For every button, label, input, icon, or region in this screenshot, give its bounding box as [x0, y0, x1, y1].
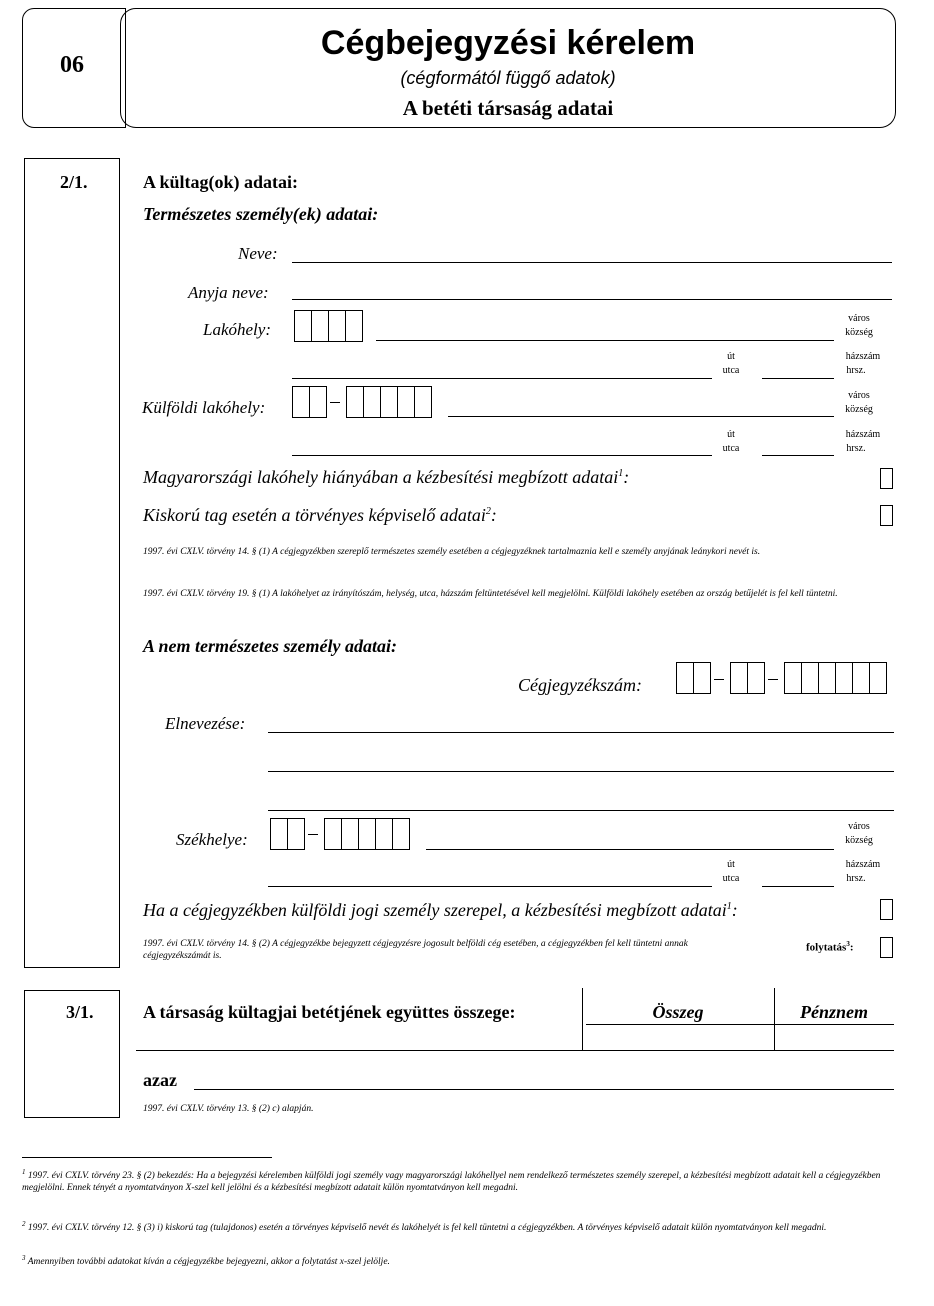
- foreign-legal-checkbox[interactable]: [880, 899, 893, 920]
- addr-city-label: város: [848, 821, 870, 832]
- footnote-2: [22, 1218, 894, 1234]
- name-field[interactable]: [292, 262, 892, 263]
- addr-hazszam-label: házszám: [845, 859, 881, 870]
- minor-checkbox[interactable]: [880, 505, 893, 526]
- footnote-3: [22, 1252, 894, 1268]
- minor-label: Kiskorú tag esetén a törvényes képviselő adatai: [143, 505, 486, 525]
- addr-village-label: község: [845, 404, 873, 415]
- legal-name-field-3[interactable]: [268, 810, 894, 811]
- legal-note-2: 1997. évi CXLV. törvény 19. § (1) A lakóhelyet az irányítószám, helység, utca, házszám feltüntetésével kell megjelölni. Külföldi lakóhely esetében az ország betűjelét is fel kell tüntetni.: [143, 589, 838, 599]
- seat-label: Székhelye:: [176, 830, 248, 849]
- footnote-1-text: 1997. évi CXLV. törvény 23. § (2) bekezdés: Ha a bejegyzési kérelemben külföldi jogi személy vagy magyarországi lakóhellyel nem rendelkező természetes személy szerepel, a kézbesítési megbízott adatait kell a cégjegyzékben megjelölni. Ennek tényét a nyomtatványon X-szel kell jelölni és a kézbesítési megbízott adatait külön nyomtatványon kell megadni.: [22, 1171, 881, 1194]
- addr-village-label: község: [845, 327, 873, 338]
- foreign-legal-label: Ha a cégjegyzékben külföldi jogi személy szerepel, a kézbesítési megbízott adatai: [143, 900, 727, 920]
- foreign-city-field[interactable]: [448, 416, 834, 417]
- minor-text: Kiskorú tag esetén a törvényes képviselő adatai$^2$:: [143, 505, 497, 525]
- section-2-1-number: 2/1.: [60, 172, 88, 192]
- addr-city-label: város: [848, 313, 870, 324]
- legal-note-1: 1997. évi CXLV. törvény 14. § (1) A cégjegyzékben szereplő természetes személy esetében a cégjegyzéknek tartalmaznia kell e személy anyjának leánykori nevét is.: [143, 547, 761, 557]
- footnote-mark: 1: [22, 1168, 26, 1176]
- dash: [714, 679, 724, 680]
- reg-number-label: Cégjegyzékszám:: [518, 675, 642, 695]
- postcode-boxes[interactable]: [294, 310, 363, 342]
- header-rule: [586, 1024, 894, 1025]
- section-title: A betéti társaság adatai: [402, 96, 614, 120]
- delivery-agent-checkbox[interactable]: [880, 468, 893, 489]
- amount-in-words-field[interactable]: [194, 1089, 894, 1090]
- addr-utca-label: utca: [722, 365, 740, 376]
- footnote-ref: 2: [485, 506, 491, 517]
- seat-city-field[interactable]: [426, 849, 834, 850]
- footnote-separator: [22, 1157, 272, 1158]
- legal-name-field-1[interactable]: [268, 732, 894, 733]
- seat-country-boxes[interactable]: [270, 818, 305, 850]
- footnote-1: [22, 1166, 894, 1194]
- page-subtitle: (cégformától függő adatok): [400, 68, 616, 88]
- page-title: Cégbejegyzési kérelem: [320, 24, 696, 62]
- addr-ut-label: út: [727, 429, 735, 440]
- section-2-1-heading: A kültag(ok) adatai:: [143, 172, 299, 192]
- currency-column-header: Pénznem: [799, 1002, 868, 1022]
- footnote-ref: 3: [846, 940, 850, 948]
- addr-hazszam-label: házszám: [845, 351, 881, 362]
- seat-number-field[interactable]: [762, 886, 834, 887]
- addr-hrsz-label: hrsz.: [846, 873, 866, 884]
- amount-field[interactable]: [136, 1050, 894, 1051]
- seat-postcode-boxes[interactable]: [324, 818, 410, 850]
- foreign-street-field[interactable]: [292, 455, 712, 456]
- section-3-1-heading: A társaság kültagjai betétjének együttes összege:: [143, 1002, 516, 1022]
- dash: [768, 679, 778, 680]
- natural-person-heading: Természetes személy(ek) adatai:: [143, 204, 379, 224]
- addr-hrsz-label: hrsz.: [846, 443, 866, 454]
- legal-person-heading: A nem természetes személy adatai:: [143, 636, 397, 656]
- addr-hazszam-label: házszám: [845, 429, 881, 440]
- legal-note-3: 1997. évi CXLV. törvény 14. § (2) A cégjegyzékbe bejegyzett cégjegyzésre jogosult belföldi cég esetében, a cégjegyzékben fel kell tüntetni annak cégjegyzékszámát is.: [143, 939, 688, 961]
- delivery-agent-text: Magyarországi lakóhely hiányában a kézbesítési megbízott adatai$^1$:: [143, 467, 630, 487]
- legal-name-field-2[interactable]: [268, 771, 894, 772]
- addr-hrsz-label: hrsz.: [846, 365, 866, 376]
- foreign-legal-text: Ha a cégjegyzékben külföldi jogi személy szerepel, a kézbesítési megbízott adatai$^1$:: [143, 900, 738, 920]
- country-code-boxes[interactable]: [292, 386, 327, 418]
- continuation-text: folytatás: [806, 941, 847, 954]
- addr-utca-label: utca: [722, 443, 740, 454]
- azaz-label: azaz: [143, 1070, 177, 1090]
- footnote-mark: 2: [22, 1220, 26, 1228]
- dash: [330, 402, 340, 403]
- seat-street-field[interactable]: [268, 886, 712, 887]
- section-2-1-number-box: [24, 158, 120, 968]
- section-3-1-note: 1997. évi CXLV. törvény 13. § (2) c) alapján.: [143, 1104, 314, 1114]
- foreign-residence-label: Külföldi lakóhely:: [142, 398, 266, 417]
- addr-village-label: község: [845, 835, 873, 846]
- addr-ut-label: út: [727, 859, 735, 870]
- addr-ut-label: út: [727, 351, 735, 362]
- mother-name-label: Anyja neve:: [188, 283, 269, 302]
- dash: [308, 834, 318, 835]
- reg-number-court-boxes[interactable]: [676, 662, 711, 694]
- reg-number-type-boxes[interactable]: [730, 662, 765, 694]
- reg-number-serial-boxes[interactable]: [784, 662, 887, 694]
- continuation-label: folytatás$^3$:: [806, 940, 854, 954]
- residence-city-field[interactable]: [376, 340, 834, 341]
- footnote-3-text: Amennyiben további adatokat kíván a cégjegyzékbe bejegyezni, akkor a folytatást x-szel jelölje.: [27, 1257, 390, 1268]
- footnote-ref: 1: [618, 468, 624, 479]
- section-3-1-number: 3/1.: [66, 1002, 94, 1022]
- addr-utca-label: utca: [722, 873, 740, 884]
- footnote-mark: 3: [22, 1254, 26, 1262]
- foreign-postcode-boxes[interactable]: [346, 386, 432, 418]
- residence-label: Lakóhely:: [203, 320, 271, 339]
- continuation-checkbox[interactable]: [880, 937, 893, 958]
- residence-street-field[interactable]: [292, 378, 712, 379]
- mother-name-field[interactable]: [292, 299, 892, 300]
- residence-number-field[interactable]: [762, 378, 834, 379]
- legal-name-label: Elnevezése:: [165, 714, 246, 733]
- form-number: 06: [60, 52, 84, 78]
- footnote-2-text: 1997. évi CXLV. törvény 12. § (3) i) kiskorú tag (tulajdonos) esetén a törvényes képviselő nevét és lakóhelyét is fel kell tüntetni a cégjegyzékben. A törvényes képviselő adatait külön nyomtatványon kell megadni.: [27, 1223, 827, 1234]
- name-label: Neve:: [238, 244, 278, 263]
- foreign-number-field[interactable]: [762, 455, 834, 456]
- footnote-ref: 1: [726, 901, 732, 912]
- amount-column-header: Összeg: [652, 1002, 704, 1022]
- delivery-agent-label: Magyarországi lakóhely hiányában a kézbesítési megbízott adatai: [143, 467, 619, 487]
- addr-city-label: város: [848, 390, 870, 401]
